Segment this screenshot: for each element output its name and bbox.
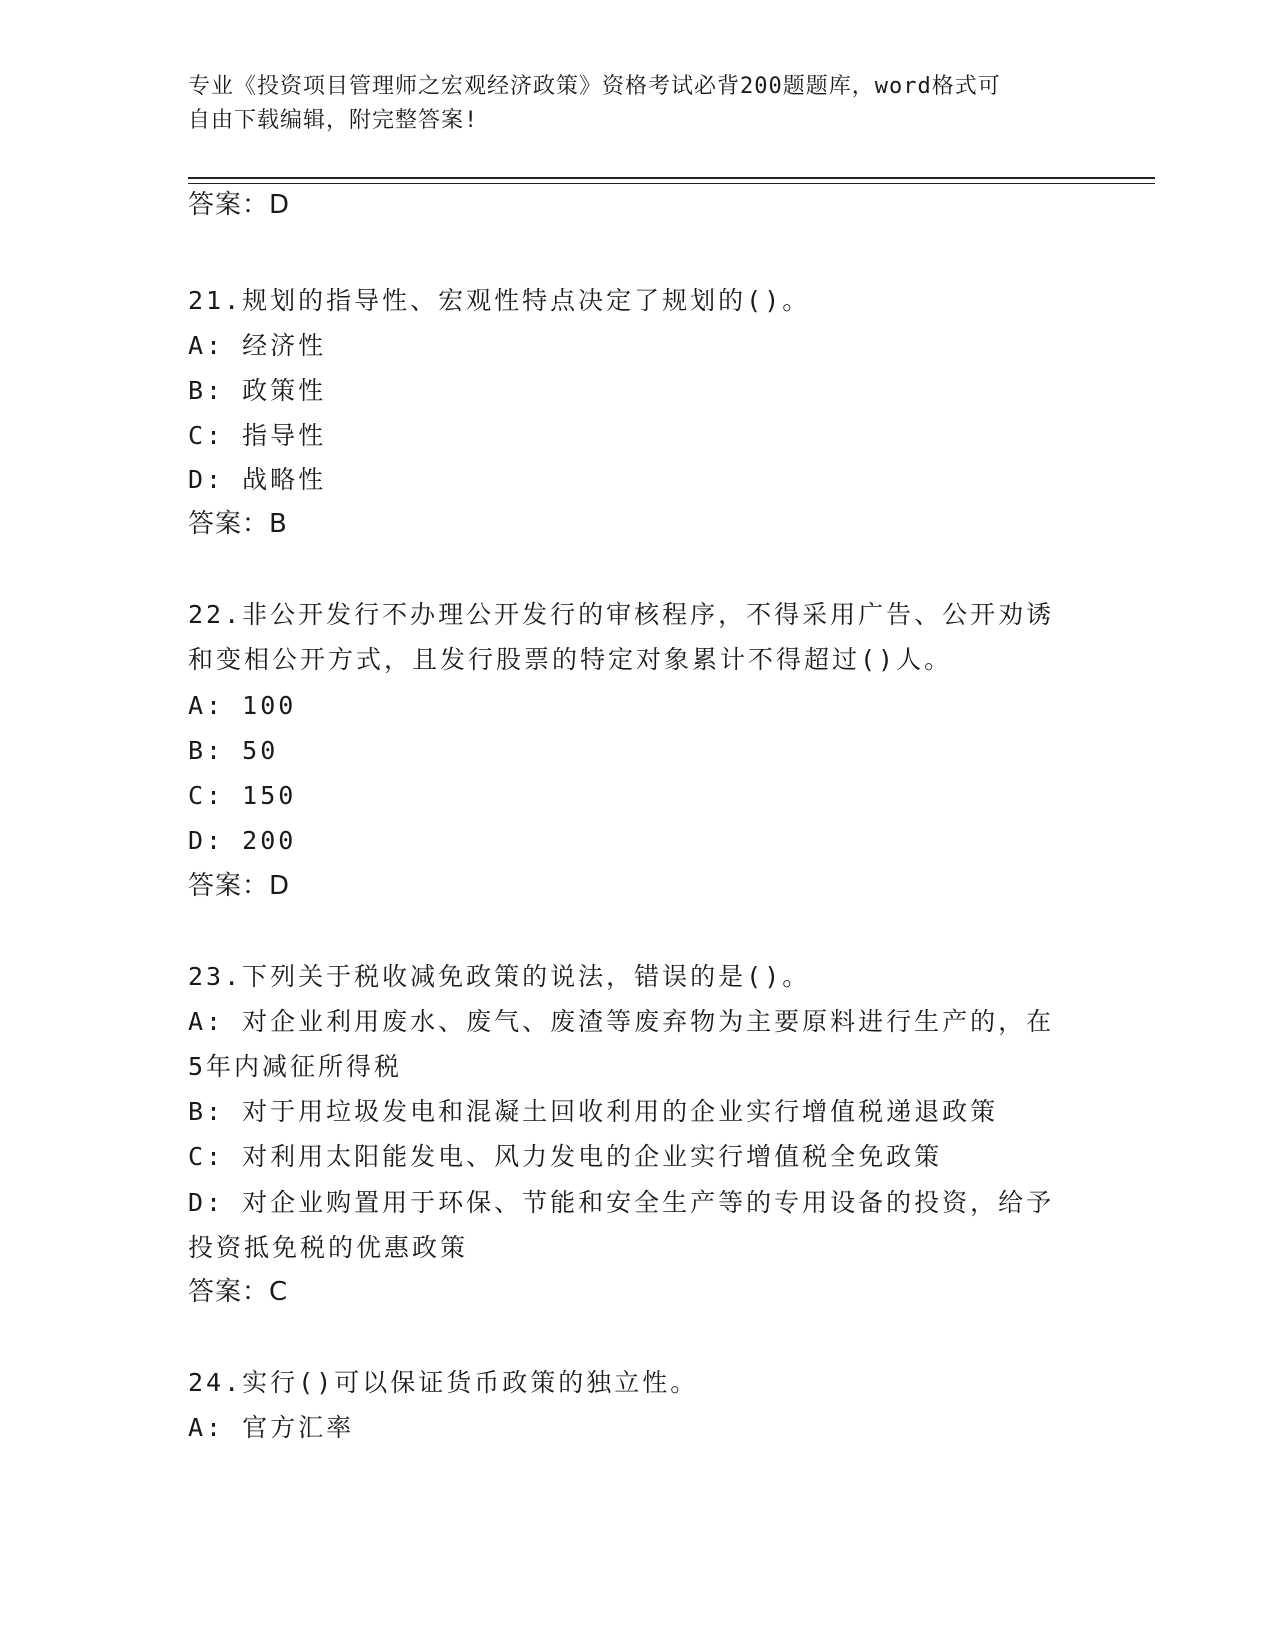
- answer-label: 答案：B: [188, 509, 288, 539]
- document-header: [188, 70, 1068, 138]
- option-b: B: 政策性: [188, 376, 327, 405]
- question-stem: 24.实行()可以保证货币政策的独立性。: [188, 1368, 699, 1397]
- header-line-2: 自由下载编辑，附完整答案!: [188, 108, 479, 133]
- answer-label: 答案：C: [188, 1277, 289, 1307]
- option-a-cont: 5年内减征所得税: [188, 1052, 403, 1081]
- header-line-1: 专业《投资项目管理师之宏观经济政策》资格考试必背200题题库，word格式可: [188, 74, 1001, 99]
- option-c: C: 150: [188, 781, 297, 810]
- option-a: A: 官方汇率: [188, 1413, 355, 1442]
- option-d: D: 对企业购置用于环保、节能和安全生产等的专用设备的投资，给予: [188, 1188, 1055, 1217]
- answer-label: 答案：D: [188, 190, 291, 220]
- question-stem: 22.非公开发行不办理公开发行的审核程序，不得采用广告、公开劝诱: [188, 600, 1055, 629]
- option-d-cont: 投资抵免税的优惠政策: [188, 1233, 469, 1262]
- option-a: A: 经济性: [188, 331, 327, 360]
- option-d: D: 200: [188, 826, 297, 855]
- option-d: D: 战略性: [188, 465, 327, 494]
- question-stem-cont: 和变相公开方式，且发行股票的特定对象累计不得超过()人。: [188, 645, 953, 674]
- option-b: B: 对于用垃圾发电和混凝土回收利用的企业实行增值税递退政策: [188, 1097, 999, 1126]
- option-c: C: 指导性: [188, 421, 327, 450]
- answer-label: 答案：D: [188, 871, 291, 901]
- option-a: A: 100: [188, 691, 297, 720]
- option-b: B: 50: [188, 736, 279, 765]
- option-c: C: 对利用太阳能发电、风力发电的企业实行增值税全免政策: [188, 1142, 943, 1171]
- header-rule-thin: [188, 183, 1155, 184]
- option-a: A: 对企业利用废水、废气、废渣等废弃物为主要原料进行生产的，在: [188, 1007, 1055, 1036]
- question-stem: 23.下列关于税收减免政策的说法，错误的是()。: [188, 962, 811, 991]
- question-stem: 21.规划的指导性、宏观性特点决定了规划的()。: [188, 286, 811, 315]
- header-rule-thick: [188, 177, 1155, 179]
